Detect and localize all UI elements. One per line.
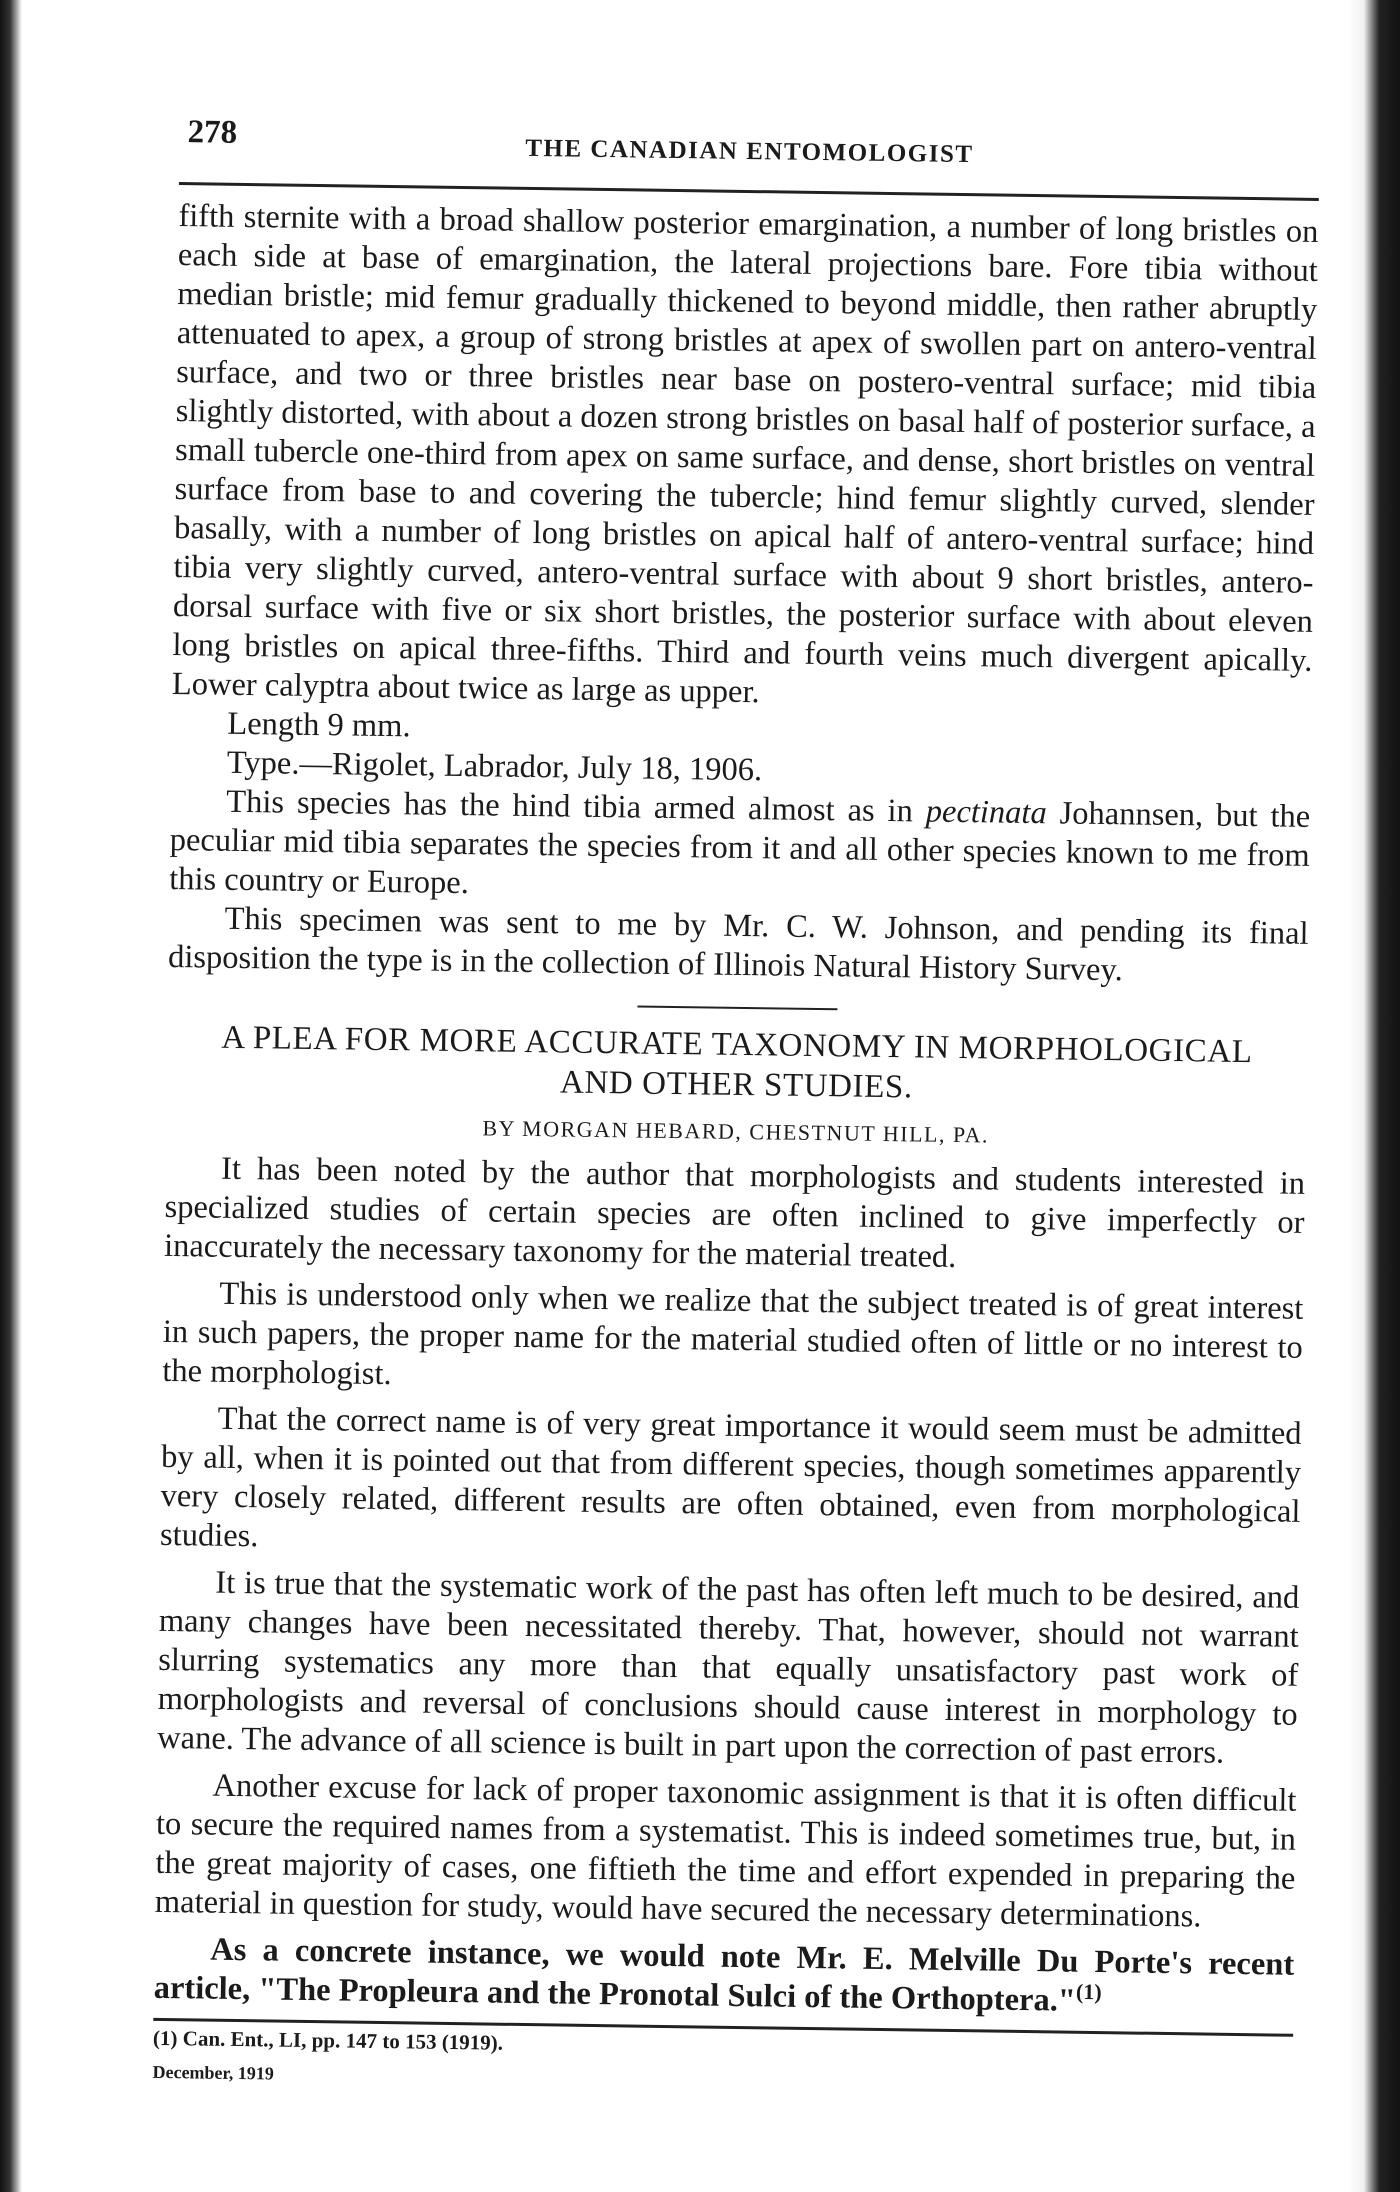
last-paragraph-text: As a concrete instance, we would note Mr. E. Melville Du Porte's recent article, "The Propleura and the Pronotal Sulci of the Orthoptera." [153,1931,1295,2019]
scan-shadow-left [0,0,22,2192]
article-last-paragraph [153,1930,1294,2024]
comparison-text-start: This species has the hind tibia armed almost as in [226,783,914,830]
scan-shadow-right [1348,0,1400,2192]
article-paragraph: That the correct name is of very great importance it would seem must be admitted by all, when it is pointed out that from different species, though sometimes apparently very closely related, different results are often obtained, even from morphological studies. [159,1400,1302,1555]
footnote-reference: (1) [1075,1978,1102,2005]
comparison-paragraph [169,782,1311,915]
section-divider [637,1006,837,1011]
article-paragraph: It has been noted by the author that morphologists and students interested in specialized studies of certain species are often inclined to give imperfectly or inaccurately the necessary taxonomy for the material treated. [163,1150,1306,1275]
page-number: 278 [187,114,238,151]
footnote: (1) Can. Ent., LI, pp. 147 to 153 (1919). [152,2025,504,2055]
article-paragraph: It is true that the systematic work of the past has often left much to be desired, and many changes have been necessitated thereby. That, however, should not warrant slurring systematics any more than that equally unsatisfactory past work of morphologists and reversal of conclusions should cause interest in morphology to wane. The advance of all science is built in part upon the correction of past errors. [156,1564,1300,1771]
continuation-paragraph: fifth sternite with a broad shallow posterior emargination, a number of long bristles on each side at base of emargination, the lateral projections bare. Fore tibia without median bristle; mid femur gradually thickened to beyond middle, then rather abruptly attenuated to apex, a group of strong bristles at apex of swollen part on antero-ventral surface, and two or three bristles near base on postero-ventral surface; mid tibia slightly distorted, with about a dozen strong bristles on basal half of posterior surface, a small tubercle one-third from apex on same surface, and dense, short bristles on ventral surface from base to and covering the tubercle; hind femur slightly curved, slender basally, with a number of long bristles on apical half of antero-ventral surface; hind tibia very slightly curved, antero-ventral surface with about 9 short bristles, antero-dorsal surface with five or six short bristles, the posterior surface with about eleven long bristles on apical three-fifths. Third and fourth veins much divergent apically. Lower calyptra about twice as large as upper. [171,198,1319,711]
page-header [179,102,1320,198]
article-paragraph: Another excuse for lack of proper taxonomic assignment is that it is often difficult to secure the required names from a systematist. This is indeed sometimes true, but, in the great majority of cases, one fiftieth the time and effort expended in preparing the material in question for study, would have secured the necessary determinations. [154,1767,1297,1935]
article-paragraph: This is understood only when we realize that the subject treated is of great interest in such papers, the proper name for the material studied often of little or no interest to the morphologist. [162,1275,1304,1393]
article-title-line-1: A PLEA FOR MORE ACCURATE TAXONOMY IN MORPHOLOGICAL [221,1019,1253,1071]
type-line: Type.—Rigolet, Labrador, July 18, 1906. [226,744,763,789]
article-title-line-2: AND OTHER STUDIES. [559,1064,913,1106]
article-byline: BY MORGAN HEBARD, CHESTNUT HILL, PA. [482,1115,990,1148]
running-title: THE CANADIAN ENTOMOLOGIST [525,134,974,169]
length-line: Length 9 mm. [227,705,411,745]
issue-date: December, 1919 [152,2061,274,2084]
journal-page [152,102,1320,2128]
species-name: pectinata [925,793,1047,832]
comparison-text-end: Johannsen, but the peculiar mid tibia separates the species from it and all other species known to me from this country or Europe. [168,795,1311,902]
specimen-paragraph: This specimen was sent to me by Mr. C. W. Johnson, and pending its final disposition the type is in the collection of Illinois Natural History Survey. [167,900,1309,989]
